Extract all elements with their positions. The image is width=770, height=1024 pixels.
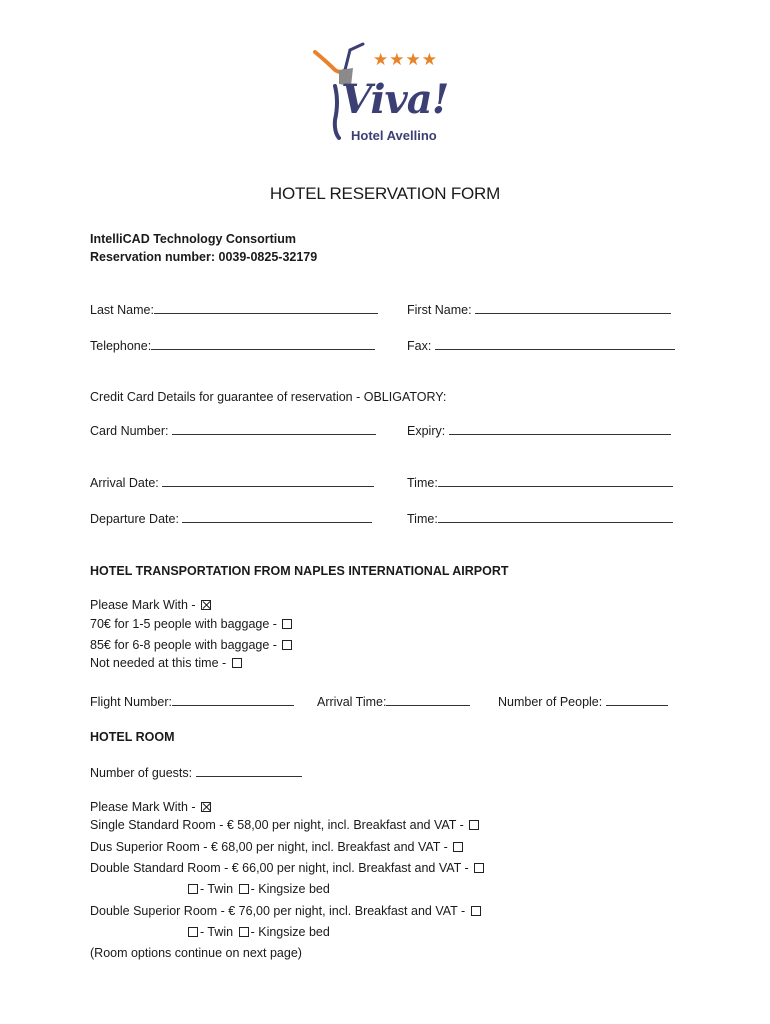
flight-arrival-time-field[interactable] [317, 694, 470, 709]
departure-time-field[interactable] [407, 511, 673, 526]
room-mark-with-label: Please Mark With - [90, 800, 196, 814]
departure-time-line[interactable] [438, 511, 673, 523]
mark-with-label: Please Mark With - [90, 598, 196, 612]
transport-option-3 [90, 656, 244, 670]
room-option-single-label: Single Standard Room - € 58,00 per night, incl. Breakfast and VAT - [90, 818, 464, 832]
telephone-line[interactable] [151, 338, 375, 350]
transport-option-2-checkbox[interactable] [282, 640, 292, 650]
room-option-double-standard-label: Double Standard Room - € 66,00 per night, incl. Breakfast and VAT - [90, 861, 469, 875]
twin-label: - Twin [200, 882, 234, 896]
departure-date-line[interactable] [182, 511, 372, 523]
arrival-time-label: Time: [407, 476, 438, 490]
expiry-label: Expiry: [407, 424, 446, 438]
room-option-dus-label: Dus Superior Room - € 68,00 per night, incl. Breakfast and VAT - [90, 840, 448, 854]
room-option-double-superior-label: Double Superior Room - € 76,00 per night, incl. Breakfast and VAT - [90, 904, 466, 918]
transport-option-3-checkbox[interactable] [232, 658, 242, 668]
room-option-double-standard [90, 861, 486, 875]
card-number-field[interactable] [90, 423, 376, 438]
last-name-field[interactable] [90, 302, 378, 317]
room-heading: HOTEL ROOM [90, 730, 175, 744]
hotel-logo [305, 40, 455, 152]
transport-option-1-label: 70€ for 1-5 people with baggage - [90, 617, 277, 631]
transport-option-2 [90, 638, 294, 652]
double-standard-twin-checkbox[interactable] [188, 884, 198, 894]
arrival-time-line[interactable] [438, 475, 673, 487]
checked-box-icon [201, 600, 211, 610]
card-number-line[interactable] [172, 423, 376, 435]
first-name-line[interactable] [475, 302, 671, 314]
card-number-label: Card Number: [90, 424, 169, 438]
twin-label: - Twin [200, 925, 234, 939]
transport-option-1-checkbox[interactable] [282, 619, 292, 629]
room-option-double-standard-checkbox[interactable] [474, 863, 484, 873]
flight-arrival-time-label: Arrival Time: [317, 695, 387, 709]
page-title: HOTEL RESERVATION FORM [269, 184, 501, 203]
arrival-date-field[interactable] [90, 475, 374, 490]
expiry-line[interactable] [449, 423, 671, 435]
first-name-label: First Name: [407, 303, 472, 317]
room-option-double-superior [90, 904, 483, 918]
transport-option-3-label: Not needed at this time - [90, 656, 227, 670]
arrival-time-field[interactable] [407, 475, 673, 490]
double-superior-kingsize-checkbox[interactable] [239, 927, 249, 937]
number-of-guests-line[interactable] [196, 765, 302, 777]
transport-option-2-label: 85€ for 6-8 people with baggage - [90, 638, 277, 652]
departure-time-label: Time: [407, 512, 438, 526]
fax-label: Fax: [407, 339, 432, 353]
double-superior-twin-checkbox[interactable] [188, 927, 198, 937]
room-option-double-superior-checkbox[interactable] [471, 906, 481, 916]
room-option-dus-checkbox[interactable] [453, 842, 463, 852]
number-of-people-field[interactable] [498, 694, 668, 709]
last-name-label: Last Name: [90, 303, 154, 317]
double-superior-bed-options [186, 925, 330, 939]
rating-stars: ★★★★ [373, 50, 438, 69]
telephone-label: Telephone: [90, 339, 152, 353]
flight-number-field[interactable] [90, 694, 294, 709]
flight-arrival-time-line[interactable] [386, 694, 470, 706]
last-name-line[interactable] [154, 302, 378, 314]
checked-box-icon [201, 802, 211, 812]
kingsize-label: - Kingsize bed [250, 925, 330, 939]
arrival-date-label: Arrival Date: [90, 476, 159, 490]
flight-number-label: Flight Number: [90, 695, 172, 709]
room-option-single-checkbox[interactable] [469, 820, 479, 830]
expiry-field[interactable] [407, 423, 671, 438]
number-of-guests-field[interactable] [90, 765, 302, 780]
organization-name: IntelliCAD Technology Consortium [90, 232, 297, 246]
reservation-number: Reservation number: 0039-0825-32179 [90, 250, 318, 264]
logo-subtitle: Hotel Avellino [351, 128, 437, 143]
continue-note: (Room options continue on next page) [90, 946, 302, 960]
transport-option-1 [90, 617, 294, 631]
first-name-field[interactable] [407, 302, 671, 317]
departure-date-field[interactable] [90, 511, 372, 526]
transport-heading: HOTEL TRANSPORTATION FROM NAPLES INTERNATIONAL AIRPORT [90, 564, 509, 578]
arrival-date-line[interactable] [162, 475, 374, 487]
room-option-dus [90, 840, 465, 854]
number-of-guests-label: Number of guests: [90, 766, 193, 780]
fax-field[interactable] [407, 338, 675, 353]
fax-line[interactable] [435, 338, 675, 350]
transport-mark-instruction [90, 598, 213, 612]
brand-name: Viva! [341, 76, 449, 123]
kingsize-label: - Kingsize bed [250, 882, 330, 896]
room-option-single [90, 818, 481, 832]
departure-date-label: Departure Date: [90, 512, 179, 526]
number-of-people-label: Number of People: [498, 695, 603, 709]
double-standard-kingsize-checkbox[interactable] [239, 884, 249, 894]
flight-number-line[interactable] [172, 694, 294, 706]
telephone-field[interactable] [90, 338, 375, 353]
double-standard-bed-options [186, 882, 330, 896]
room-mark-instruction [90, 800, 213, 814]
number-of-people-line[interactable] [606, 694, 668, 706]
credit-card-note: Credit Card Details for guarantee of reservation - OBLIGATORY: [90, 390, 447, 404]
